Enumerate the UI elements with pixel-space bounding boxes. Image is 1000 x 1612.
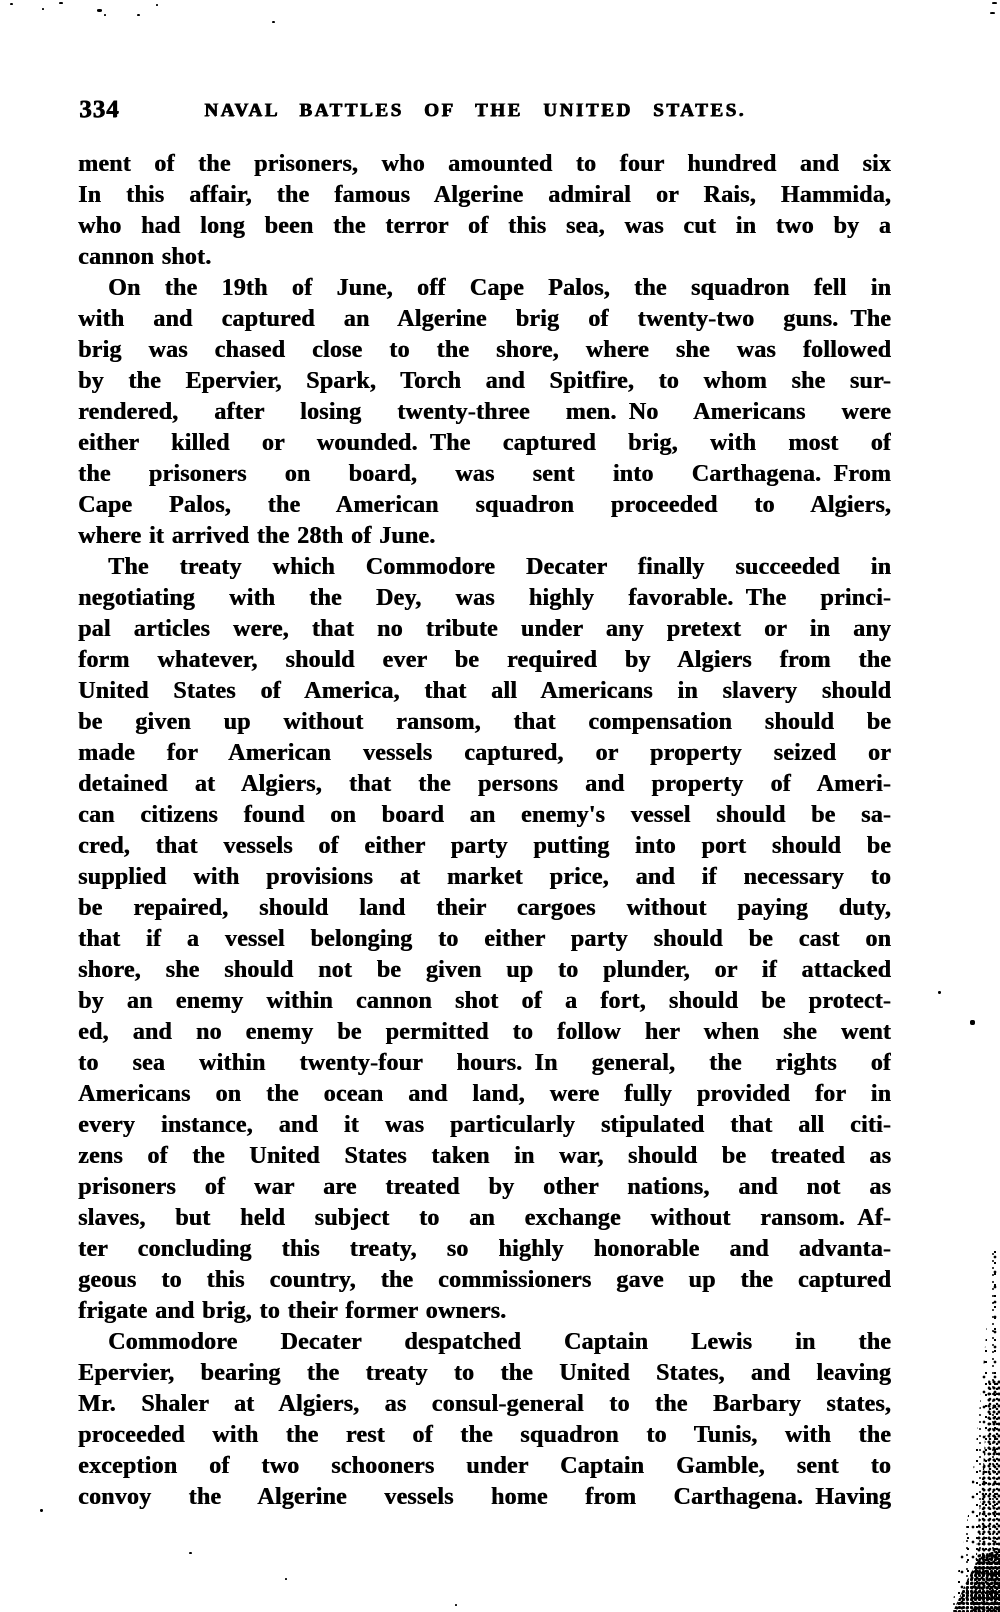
text-line: shore, she should not be given up to plunder, or if attacked bbox=[78, 957, 891, 983]
scan-speckle bbox=[189, 1552, 192, 1554]
scan-speckle bbox=[938, 991, 941, 994]
scan-speckle bbox=[137, 14, 140, 16]
text-line: negotiating with the Dey, was highly favorable. The princi- bbox=[78, 585, 891, 611]
scan-speckle bbox=[455, 1604, 457, 1606]
text-line: cred, that vessels of either party putting into port should be bbox=[78, 833, 891, 859]
text-line: exception of two schooners under Captain Gamble, sent to bbox=[78, 1453, 891, 1479]
text-line: to sea within twenty-four hours. In general, the rights of bbox=[78, 1050, 891, 1076]
text-line: On the 19th of June, off Cape Palos, the squadron fell in bbox=[108, 275, 891, 301]
scan-speckle bbox=[992, 2, 997, 4]
paragraph bbox=[78, 552, 891, 1327]
text-line: In this affair, the famous Algerine admiral or Rais, Hammida, bbox=[78, 182, 891, 208]
scan-speckle bbox=[97, 9, 102, 12]
text-line: supplied with provisions at market price, and if necessary to bbox=[78, 864, 891, 890]
text-line: that if a vessel belonging to either party should be cast on bbox=[78, 926, 891, 952]
text-line: zens of the United States taken in war, should be treated as bbox=[78, 1143, 891, 1169]
text-line: with and captured an Algerine brig of twenty-two guns. The bbox=[78, 306, 891, 332]
text-line: United States of America, that all Americans in slavery should bbox=[78, 678, 891, 704]
scan-speckle bbox=[156, 4, 158, 6]
text-line: ment of the prisoners, who amounted to four hundred and six bbox=[78, 151, 891, 177]
paragraph bbox=[78, 273, 891, 552]
text-line: be repaired, should land their cargoes without paying duty, bbox=[78, 895, 891, 921]
text-line: Cape Palos, the American squadron proceeded to Algiers, bbox=[78, 492, 891, 518]
scan-speckle bbox=[42, 8, 44, 10]
text-line: slaves, but held subject to an exchange without ransom. Af- bbox=[78, 1205, 891, 1231]
text-line: either killed or wounded. The captured brig, with most of bbox=[78, 430, 891, 456]
text-line: by an enemy within cannon shot of a fort, should be protect- bbox=[78, 988, 891, 1014]
scan-speckle bbox=[10, 3, 13, 5]
text-line: the prisoners on board, was sent into Carthagena. From bbox=[78, 461, 891, 487]
text-line: frigate and brig, to their former owners. bbox=[78, 1298, 507, 1324]
text-line: ed, and no enemy be permitted to follow her when she went bbox=[78, 1019, 891, 1045]
paragraph bbox=[78, 149, 891, 273]
scan-speckle bbox=[272, 21, 275, 23]
text-line: who had long been the terror of this sea, was cut in two by a bbox=[78, 213, 891, 239]
text-line: by the Epervier, Spark, Torch and Spitfire, to whom she sur- bbox=[78, 368, 891, 394]
text-line: ter concluding this treaty, so highly honorable and advanta- bbox=[78, 1236, 891, 1262]
body-text bbox=[78, 149, 891, 1513]
text-line: detained at Algiers, that the persons and property of Ameri- bbox=[78, 771, 891, 797]
text-line: be given up without ransom, that compensation should be bbox=[78, 709, 891, 735]
scan-speckle bbox=[970, 1020, 975, 1025]
text-line: every instance, and it was particularly stipulated that all citi- bbox=[78, 1112, 891, 1138]
text-line: form whatever, should ever be required by Algiers from the bbox=[78, 647, 891, 673]
text-line: proceeded with the rest of the squadron to Tunis, with the bbox=[78, 1422, 891, 1448]
text-line: made for American vessels captured, or property seized or bbox=[78, 740, 891, 766]
text-line: Mr. Shaler at Algiers, as consul-general to the Barbary states, bbox=[78, 1391, 891, 1417]
page-number: 334 bbox=[79, 96, 120, 123]
text-line: Americans on the ocean and land, were fully provided for in bbox=[78, 1081, 891, 1107]
scan-speckle bbox=[990, 12, 995, 14]
text-line: brig was chased close to the shore, where she was followed bbox=[78, 337, 891, 363]
text-line: geous to this country, the commissioners gave up the captured bbox=[78, 1267, 891, 1293]
text-line: The treaty which Commodore Decater finally succeeded in bbox=[108, 554, 891, 580]
text-line: Epervier, bearing the treaty to the United States, and leaving bbox=[78, 1360, 891, 1386]
scan-speckle bbox=[40, 1509, 43, 1512]
text-line: convoy the Algerine vessels home from Carthagena. Having bbox=[78, 1484, 891, 1510]
text-line: cannon shot. bbox=[78, 244, 212, 270]
paragraph bbox=[78, 1327, 891, 1513]
text-line: rendered, after losing twenty-three men. No Americans were bbox=[78, 399, 891, 425]
text-line: pal articles were, that no tribute under any pretext or in any bbox=[78, 616, 891, 642]
running-title: NAVAL BATTLES OF THE UNITED STATES. bbox=[204, 100, 746, 121]
scan-speckle bbox=[285, 1578, 287, 1580]
text-line: can citizens found on board an enemy's vessel should be sa- bbox=[78, 802, 891, 828]
text-line: Commodore Decater despatched Captain Lewis in the bbox=[108, 1329, 891, 1355]
text-line: prisoners of war are treated by other nations, and not as bbox=[78, 1174, 891, 1200]
scan-speckle bbox=[104, 14, 106, 16]
scan-speckle bbox=[59, 2, 63, 4]
text-line: where it arrived the 28th of June. bbox=[78, 523, 436, 549]
